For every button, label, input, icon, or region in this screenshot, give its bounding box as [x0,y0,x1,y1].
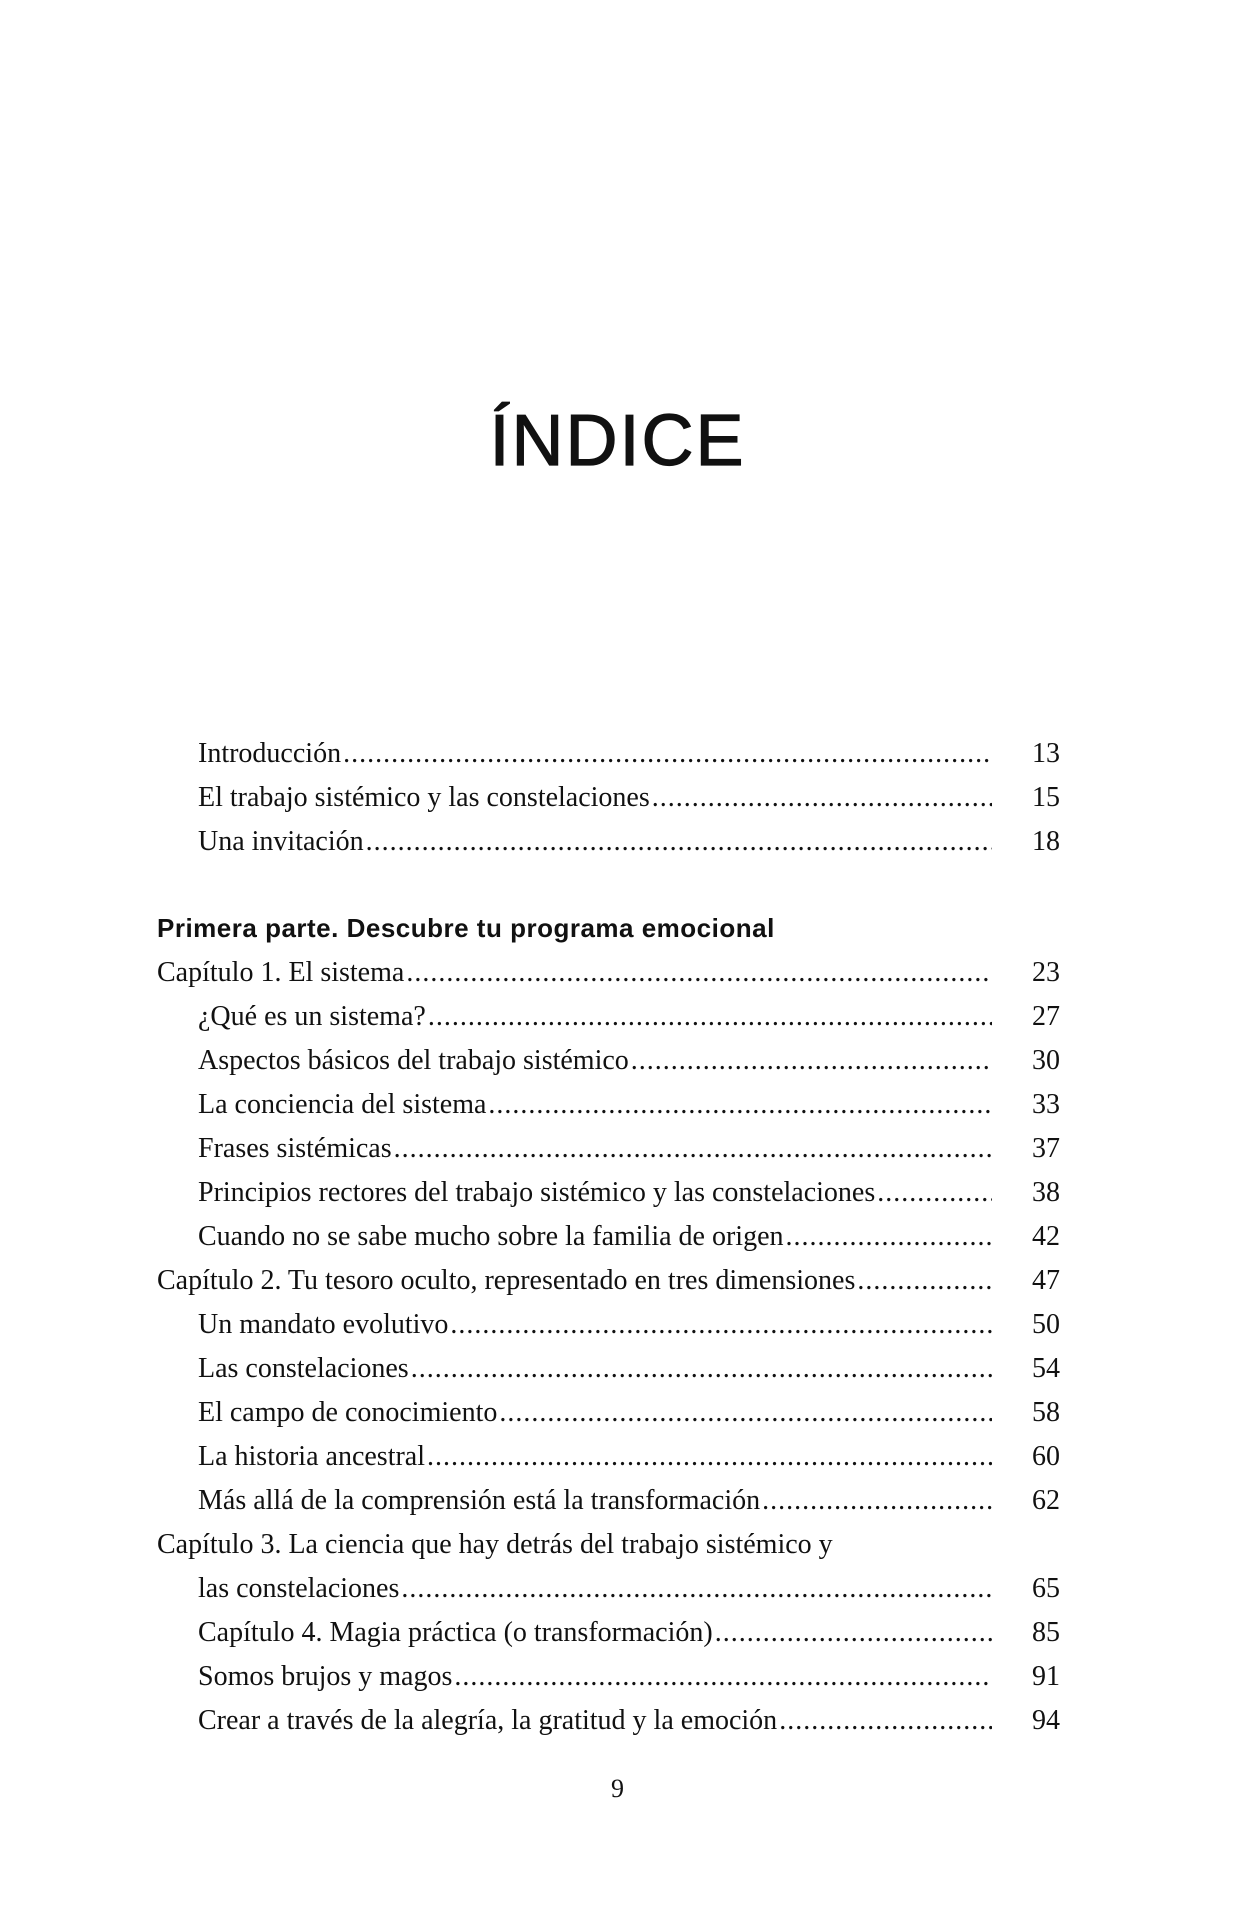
toc-entry-label: El trabajo sistémico y las constelaciones [198,782,650,813]
toc-page-number: 13 [1032,738,1060,769]
toc-chapter-3-line1: Capítulo 3. La ciencia que hay detrás del trabajo sistémico y [157,1529,833,1560]
dot-leader [450,1311,992,1339]
toc-page-number: 50 [1032,1309,1060,1340]
toc-entry-label: La conciencia del sistema [198,1089,487,1120]
toc-entry [198,1355,992,1389]
toc-entry [198,1047,992,1081]
toc-page-number: 27 [1032,1001,1060,1032]
toc-entry-label: Capítulo 2. Tu tesoro oculto, representado en tres dimensiones [157,1265,856,1296]
toc-entry [198,1663,992,1697]
dot-leader [715,1619,992,1647]
toc-entry [198,1399,992,1433]
toc-page-number: 60 [1032,1441,1060,1472]
toc-page-number: 33 [1032,1089,1060,1120]
toc-entry-trabajo-sistemico [198,784,992,818]
toc-entry-label: Capítulo 4. Magia práctica (o transformación) [198,1617,713,1648]
toc-entry [198,1179,992,1213]
toc-entry-label: Cuando no se sabe mucho sobre la familia de origen [198,1221,784,1252]
page-number-footer: 9 [611,1774,624,1803]
dot-leader [762,1487,992,1515]
toc-entry-invitacion [198,828,992,862]
toc-entry-label: ¿Qué es un sistema? [198,1001,426,1032]
toc-page-number: 91 [1032,1661,1060,1692]
toc-entry-label: Frases sistémicas [198,1133,392,1164]
toc-entry-label: La historia ancestral [198,1441,426,1472]
toc-page-number: 23 [1032,957,1060,988]
toc-chapter-3-line2 [198,1575,992,1609]
dot-leader [406,959,992,987]
toc-entry-label: Más allá de la comprensión está la transformación [198,1485,761,1516]
toc-page-number: 54 [1032,1353,1060,1384]
toc-entry [198,1003,992,1037]
toc-entry [198,1707,992,1741]
toc-entry [198,1487,992,1521]
toc-chapter-2 [157,1267,992,1301]
dot-leader [454,1663,992,1691]
part-heading: Primera parte. Descubre tu programa emocional [157,913,775,943]
dot-leader [343,740,992,768]
toc-entry-label: El campo de conocimiento [198,1397,498,1428]
toc-entry-label: Las constelaciones [198,1353,409,1384]
toc-page-number: 58 [1032,1397,1060,1428]
dot-leader [877,1179,992,1207]
dot-leader [428,1003,992,1031]
toc-page-number: 18 [1032,826,1060,857]
toc-page-number: 94 [1032,1705,1060,1736]
toc-page-number: 62 [1032,1485,1060,1516]
toc-entry-label: Crear a través de la alegría, la gratitud y la emoción [198,1705,778,1736]
toc-page-number: 65 [1032,1573,1060,1604]
toc-entry-introduccion [198,740,992,774]
dot-leader [427,1443,992,1471]
toc-entry-label: Principios rectores del trabajo sistémico y las constelaciones [198,1177,876,1208]
dot-leader [411,1355,992,1383]
toc-entry-label: Aspectos básicos del trabajo sistémico [198,1045,629,1076]
dot-leader [499,1399,992,1427]
toc-page-number: 47 [1032,1265,1060,1296]
toc-entry-label: Un mandato evolutivo [198,1309,449,1340]
dot-leader [394,1135,992,1163]
dot-leader [366,828,992,856]
dot-leader [401,1575,992,1603]
dot-leader [652,784,992,812]
toc-entry [198,1091,992,1125]
toc-entry [198,1443,992,1477]
dot-leader [631,1047,992,1075]
toc-entry [198,1223,992,1257]
dot-leader [488,1091,992,1119]
toc-chapter-1 [157,959,992,993]
toc-page-number: 38 [1032,1177,1060,1208]
toc-entry-label: Una invitación [198,826,364,857]
toc-entry-label: Capítulo 1. El sistema [157,957,405,988]
dot-leader [857,1267,992,1295]
toc-page-number: 15 [1032,782,1060,813]
dot-leader [786,1223,993,1251]
toc-page-number: 42 [1032,1221,1060,1252]
toc-entry-label: Somos brujos y magos [198,1661,453,1692]
toc-page-number: 85 [1032,1617,1060,1648]
toc-entry-label: las constelaciones [198,1573,400,1604]
toc-entry [198,1619,992,1653]
toc-page-number: 37 [1032,1133,1060,1164]
dot-leader [779,1707,992,1735]
toc-entry [198,1311,992,1345]
toc-page-number: 30 [1032,1045,1060,1076]
page-title: ÍNDICE [489,401,746,481]
toc-entry-label: Introducción [198,738,342,769]
toc-entry [198,1135,992,1169]
